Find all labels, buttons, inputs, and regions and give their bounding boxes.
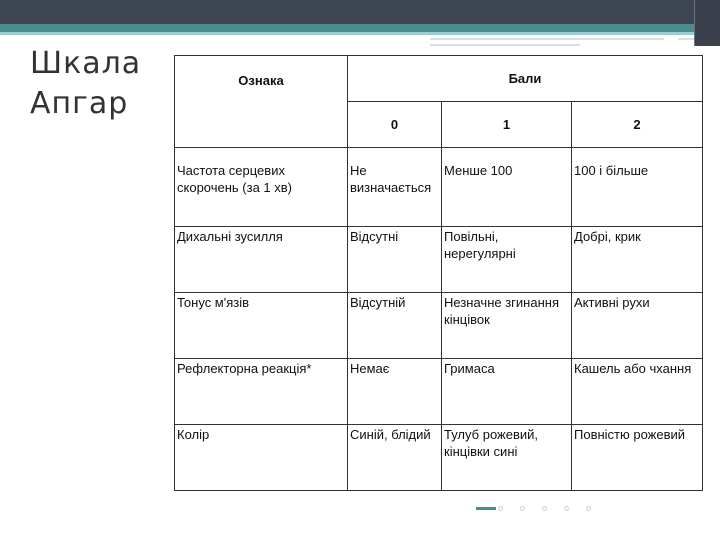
decorative-line: [430, 38, 664, 40]
row-score2: Добрі, крик: [572, 227, 703, 293]
slide-title-line2: Апгар: [30, 86, 129, 121]
progress-dot: [586, 506, 591, 511]
row-score0: Відсутні: [348, 227, 442, 293]
row-score2: Кашель або чхання: [572, 359, 703, 425]
row-sign: Рефлекторна реакція*: [175, 359, 348, 425]
top-header-bar: [0, 0, 720, 24]
table-row: [175, 293, 703, 359]
row-sign: Колір: [175, 425, 348, 491]
row-sign: Дихальні зусилля: [175, 227, 348, 293]
slide-title: [30, 44, 141, 124]
progress-dot: [542, 506, 547, 511]
slide-title-line1: Шкала: [30, 46, 142, 81]
table-row: [175, 227, 703, 293]
row-score0: Не визначається: [348, 148, 442, 227]
header-accent-strip: [0, 24, 720, 32]
row-score1: Повільні, нерегулярні: [442, 227, 572, 293]
progress-dot: [498, 506, 503, 511]
score-0: 0: [348, 102, 442, 148]
row-score0: Немає: [348, 359, 442, 425]
header-sign: Ознака: [175, 56, 348, 148]
row-score1: Тулуб рожевий, кінцівки сині: [442, 425, 572, 491]
table-header-row: [175, 56, 703, 102]
row-score1: Незначне згинання кінцівок: [442, 293, 572, 359]
row-score1: Менше 100: [442, 148, 572, 227]
table-row: [175, 425, 703, 491]
row-score1: Гримаса: [442, 359, 572, 425]
row-score0: Синій, блідий: [348, 425, 442, 491]
progress-dot: [520, 506, 525, 511]
apgar-table: [174, 55, 703, 491]
decorative-line: [430, 44, 580, 46]
header-points: Бали: [348, 56, 703, 102]
score-1: 1: [442, 102, 572, 148]
progress-dot: [564, 506, 569, 511]
row-score0: Відсутній: [348, 293, 442, 359]
header-corner-block: [694, 0, 720, 46]
row-score2: Повністю рожевий: [572, 425, 703, 491]
table-row: [175, 359, 703, 425]
progress-active-bar: [476, 507, 496, 510]
header-accent-light: [0, 32, 720, 35]
row-score2: Активні рухи: [572, 293, 703, 359]
row-sign: Тонус м'язів: [175, 293, 348, 359]
table-row: [175, 148, 703, 227]
score-2: 2: [572, 102, 703, 148]
row-score2: 100 і більше: [572, 148, 703, 227]
row-sign: Частота серцевих скорочень (за 1 хв): [175, 148, 348, 227]
